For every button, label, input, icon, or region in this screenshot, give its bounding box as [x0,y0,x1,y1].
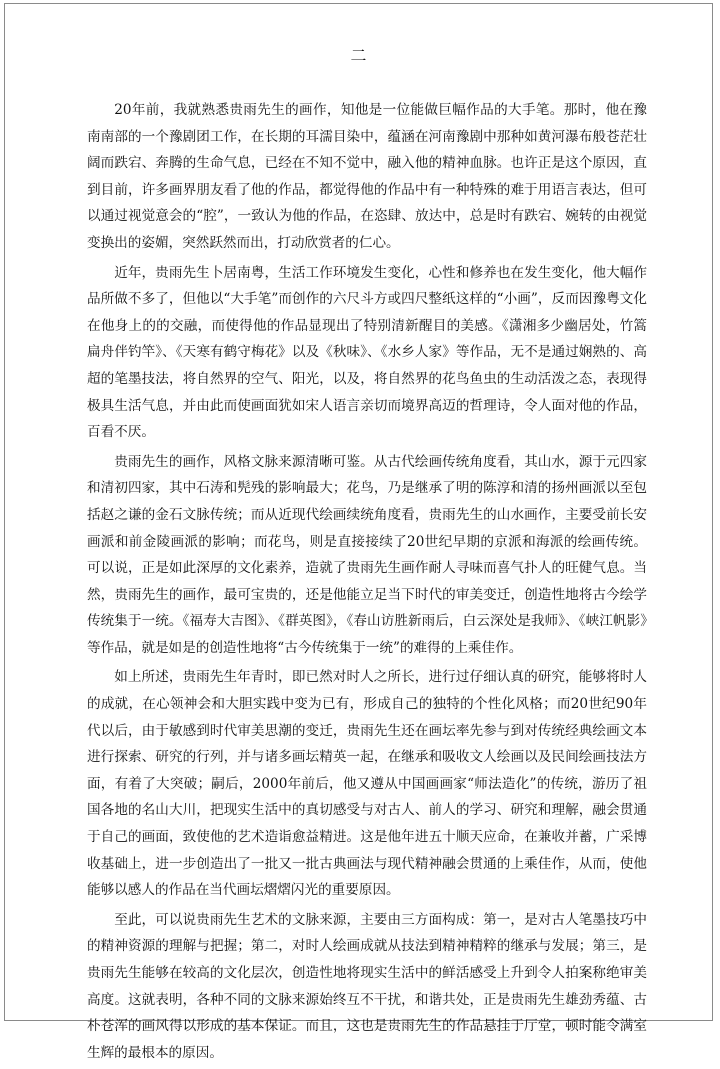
paragraph-4: 如上所述，贵雨先生年青时，即已然对时人之所长，进行过仔细认真的研究，能够将时人的成就，在心领神会和大胆实践中变为已有，形成自己的独特的个性化风格；而20世纪90年代以后，由于敏感到时代审美思潮的变迁，贵雨先生还在画坛率先参与到对传统经典绘画文本进行探索、研究的行列，并与诸多画坛精英一起，在继承和吸收文人绘画以及民间绘画技法方面，有着了大突破；嗣后，2000年前后，他又遵从中国画画家“师法造化”的传统，游历了祖国各地的名山大川，把现实生活中的真切感受与对古人、前人的学习、研究和理解，融会贯通于自己的画面，致使他的艺术造诣愈益精进。这是他年进五十顺天应命，在兼收并蓄，广采博收基础上，进一步创造出了一批又一批古典画法与现代精神融会贯通的上乘佳作，从而，使他能够以感人的作品在当代画坛熠熠闪光的重要原因。 [87,669,647,899]
body-text [87,97,647,1069]
paragraph-3: 贵雨先生的画作，风格文脉来源清晰可鉴。从古代绘画传统角度看，其山水，源于元四家和清初四家，其中石涛和髡残的影响最大；花鸟，乃是继承了明的陈淳和清的扬州画派以至包括赵之谦的金石文脉传统；而从近现代绘画续统角度看，贵雨先生的山水画作，主要受前长安画派和前金陵画派的影响；而花鸟，则是直接接续了20世纪早期的京派和海派的绘画传统。可以说，正是如此深厚的文化素养，造就了贵雨先生画作耐人寻味而喜气扑人的旺健气息。当然，贵雨先生的画作，最可宝贵的，还是他能立足当下时代的审美变迁，创造性地将古今绘学传统集于一统。《福寿大吉图》、《群英图》，《春山访胜新雨后，白云深处是我师》、《峡江帆影》等作品，就是如是的创造性地将“古今传统集于一统”的难得的上乘佳作。 [87,453,647,656]
page-number: 二 [350,46,367,65]
paragraph-2: 近年，贵雨先生卜居南粤，生活工作环境发生变化，心性和修养也在发生变化，他大幅作品所做不多了，但他以“大手笔”而创作的六尺斗方或四尺整纸这样的“小画”，反而因豫粤文化在他身上的的交融，而使得他的作品显现出了特别清新醒目的美感。《潇湘多少幽居处，竹篙扁舟伴钓竿》、《天寒有鹤守梅花》以及《秋味》、《水乡人家》等作品，无不是通过娴熟的、高超的笔墨技法，将自然界的空气、阳光，以及，将自然界的花鸟鱼虫的生动活泼之态，表现得极具生活气息，并由此而使画面犹如宋人语言亲切而境界高迈的哲理诗，令人面对他的作品，百看不厌。 [87,264,647,441]
document-page [4,3,713,1061]
paragraph-5: 至此，可以说贵雨先生艺术的文脉来源，主要由三方面构成：第一，是对古人笔墨技巧中的精神资源的理解与把握；第二，对时人绘画成就从技法到精神精粹的继承与发展；第三，是贵雨先生能够在较高的文化层次，创造性地将现实生活中的鲜活感受上升到令人拍案称绝审美高度。这就表明，各种不同的文脉来源始终互不干扰，和谐共处，正是贵雨先生雄劲秀蕴、古朴苍浑的画风得以形成的基本保证。而且，这也是贵雨先生的作品悬挂于厅堂，顿时能令满室生辉的最根本的原因。 [87,911,647,1061]
paragraph-1: 20年前，我就熟悉贵雨先生的画作，知他是一位能做巨幅作品的大手笔。那时，他在豫南南部的一个豫剧团工作，在长期的耳濡目染中，蕴涵在河南豫剧中那种如黄河瀑布般苍茫壮阔而跌宕、奔腾的生命气息，已经在不知不觉中，融入他的精神血脉。也许正是这个原因，直到目前，许多画界朋友看了他的作品，都觉得他的作品中有一种特殊的难于用语言表达，但可以通过视觉意会的“腔”，一致认为他的作品，在恣肆、放达中，总是时有跌宕、婉转的由视觉变换出的姿媚，突然跃然而出，打动欣赏者的仁心。 [87,102,647,251]
